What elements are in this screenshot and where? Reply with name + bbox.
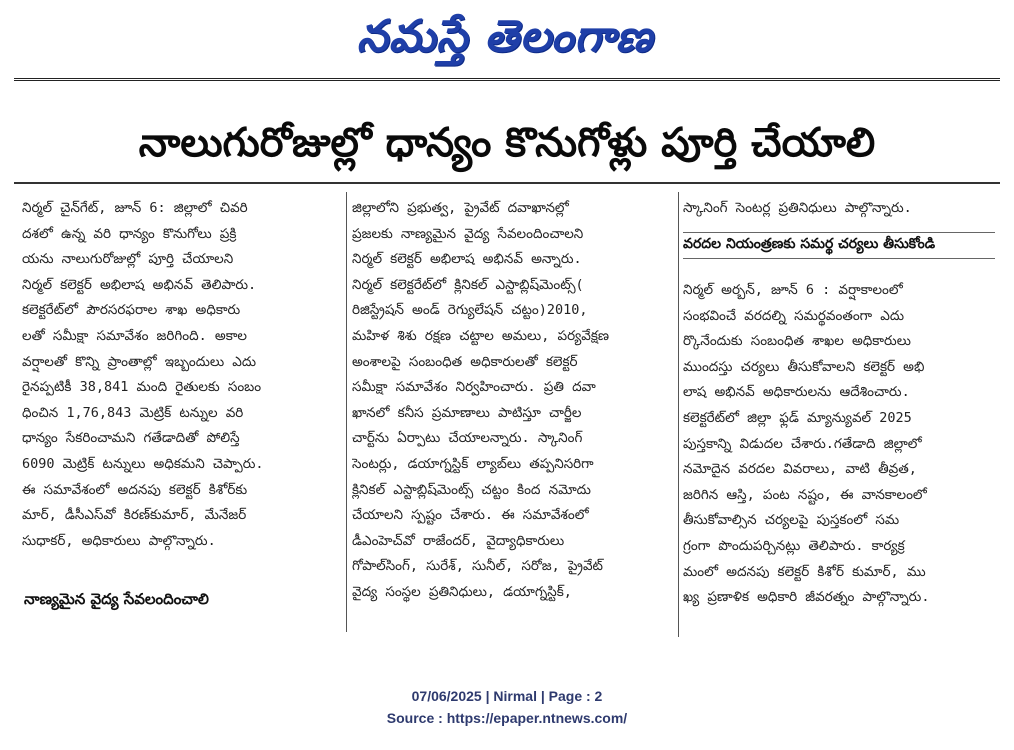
text-line: గోపాల్‌సింగ్, సురేశ్, సునీల్, సరోజ, ప్రైవేట్ xyxy=(352,558,603,575)
column-divider xyxy=(346,192,347,632)
text-line: కలెక్టరేట్‌లో జిల్లా ఫ్లడ్ మ్యాన్యువల్ 2025 xyxy=(683,409,912,426)
article-column-3 xyxy=(683,278,1001,611)
text-line: మార్, డీసీఎస్‌వో కిరణ్‌కుమార్, మేనేజర్ xyxy=(22,507,247,524)
column-divider xyxy=(678,192,679,637)
text-line: మంలో అదనపు కలెక్టర్ కిశోర్ కుమార్, ము xyxy=(683,563,926,580)
text-line: ధాన్యం సేకరించామని గతేడాదితో పోలిస్తే xyxy=(22,430,240,447)
text-line: జిల్లాలోని ప్రభుత్వ, ప్రైవేట్ దవాఖానల్లో xyxy=(352,200,569,216)
text-line: తీసుకోవాల్సిన చర్యలపై పుస్తకంలో సమ xyxy=(683,512,900,529)
article-headline: నాలుగురోజుల్లో ధాన్యం కొనుగోళ్లు పూర్తి చేయాలి xyxy=(138,120,876,166)
article-column-1 xyxy=(22,196,342,554)
text-line: డీఎంహెచ్‌వో రాజేందర్, వైద్యాధికారులు xyxy=(352,532,565,549)
text-line: చేయాలని స్పష్టం చేశారు. ఈ సమావేశంలో xyxy=(352,507,589,524)
text-line: ధించిన 1,76,843 మెట్రిక్ టన్నుల వరి xyxy=(22,404,244,421)
text-line: గ్రంగా పొందుపర్చినట్లు తెలిపారు. కార్యక్ర xyxy=(683,537,905,554)
text-line: యను నాలుగురోజుల్లో పూర్తి చేయాలని xyxy=(22,251,234,268)
masthead-logo: నమస్తే తెలంగాణ xyxy=(356,11,654,62)
text-line: వైద్య సంస్థల ప్రతినిధులు, డయాగ్నస్టిక్, xyxy=(352,583,572,600)
section-subhead-medical: నాణ్యమైన వైద్య సేవలందించాలి xyxy=(24,590,209,608)
article-column-2 xyxy=(352,196,676,606)
text-line: నిర్మల్ కలెక్టరేట్‌లో క్లినికల్ ఎస్టాబ్లిష్‌మెంట్స్( xyxy=(352,276,584,293)
text-line: ఖానలో కనీస ప్రమాణాలు పాటిస్తూ చార్జీల xyxy=(352,404,582,421)
text-line: వర్షాలతో కొన్ని ప్రాంతాల్లో ఇబ్బందులు ఎదు xyxy=(22,353,257,370)
text-line: నిర్మల్ కలెక్టర్ అభిలాష అభినవ్ అన్నారు. xyxy=(352,251,582,268)
text-line: సెంటర్లు, డయాగ్నస్టిక్ ల్యాబ్‌లు తప్పనిసరిగా xyxy=(352,455,594,472)
text-line: లాష అభినవ్ అధికారులను ఆదేశించారు. xyxy=(683,384,910,401)
text-line: సమీక్షా సమావేశం నిర్వహించారు. ప్రతి దవా xyxy=(352,379,596,396)
text-line: జరిగిన ఆస్తి, పంట నష్టం, ఈ వానకాలంలో xyxy=(683,486,927,503)
text-line: నమోదైన వరదల వివరాలు, వాటి తీవ్రత, xyxy=(683,461,917,478)
text-line: చార్ట్‌ను ఏర్పాటు చేయాలన్నారు. స్కానింగ్ xyxy=(352,430,583,447)
text-line: ర్కొనేందుకు సంబంధిత శాఖల అధికారులు xyxy=(683,333,911,350)
text-line: కలెక్టరేట్‌లో పౌరసరఫరాల శాఖ అధికారు xyxy=(22,302,241,319)
masthead-rule xyxy=(14,78,1000,81)
text-line: నిర్మల్ చైన్‌గేట్, జూన్ 6: జిల్లాలో చివరి xyxy=(22,200,248,216)
text-line: ఖ్య ప్రణాళిక అధికారి జీవరత్నం పాల్గొన్నారు. xyxy=(683,589,930,606)
text-line: సుధాకర్, అధికారులు పాల్గొన్నారు. xyxy=(22,532,216,549)
text-line: రిజిస్ట్రేషన్ అండ్ రెగ్యులేషన్ చట్టం)2010, xyxy=(352,302,588,319)
text-line: మహిళ శిశు రక్షణ చట్టాల అమలు, పర్యవేక్షణ xyxy=(352,327,610,344)
text-line: నిర్మల్ కలెక్టర్ అభిలాష అభినవ్ తెలిపారు. xyxy=(22,276,257,293)
text-line: లతో సమీక్షా సమావేశం జరిగింది. అకాల xyxy=(22,327,248,344)
text-line: దశలో ఉన్న వరి ధాన్యం కొనుగోలు ప్రక్రి xyxy=(22,225,237,242)
text-line: పుస్తకాన్ని విడుదల చేశారు.గతేడాది జిల్లాలో xyxy=(683,435,922,452)
section-subhead-floods: వరదల నియంత్రణకు సమర్థ చర్యలు తీసుకోండి xyxy=(683,232,995,259)
text-line: ప్రజలకు నాణ్యమైన వైద్య సేవలందించాలని xyxy=(352,225,584,242)
text-line: అంశాలపై సంబంధిత అధికారులతో కలెక్టర్ xyxy=(352,353,578,370)
article-column-3-top xyxy=(683,196,1001,222)
text-line: నిర్మల్ అర్బన్, జూన్ 6 : వర్షాకాలంలో xyxy=(683,282,903,298)
footer-date-page: 07/06/2025 | Nirmal | Page : 2 xyxy=(411,688,603,704)
headline-rule xyxy=(14,182,1000,184)
text-line: ఈ సమావేశంలో అదనపు కలెక్టర్ కిశోర్‌కు xyxy=(22,481,248,498)
text-line: ముందస్తు చర్యలు తీసుకోవాలని కలెక్టర్ అభి xyxy=(683,358,925,375)
text-line: క్లినికల్ ఎస్టాబ్లిష్‌మెంట్స్ చట్టం కింద నమోదు xyxy=(352,481,591,498)
text-line: స్కానింగ్ సెంటర్ల ప్రతినిధులు పాల్గొన్నారు. xyxy=(683,200,912,216)
text-line: 6090 మెట్రిక్ టన్నులు అధికమని చెప్పారు. xyxy=(22,455,264,472)
text-line: రైనప్పటికీ 38,841 మంది రైతులకు సంబం xyxy=(22,379,262,396)
text-line: సంభవించే వరదల్ని సమర్థవంతంగా ఎదు xyxy=(683,307,905,324)
footer-source: Source : https://epaper.ntnews.com/ xyxy=(386,710,628,726)
